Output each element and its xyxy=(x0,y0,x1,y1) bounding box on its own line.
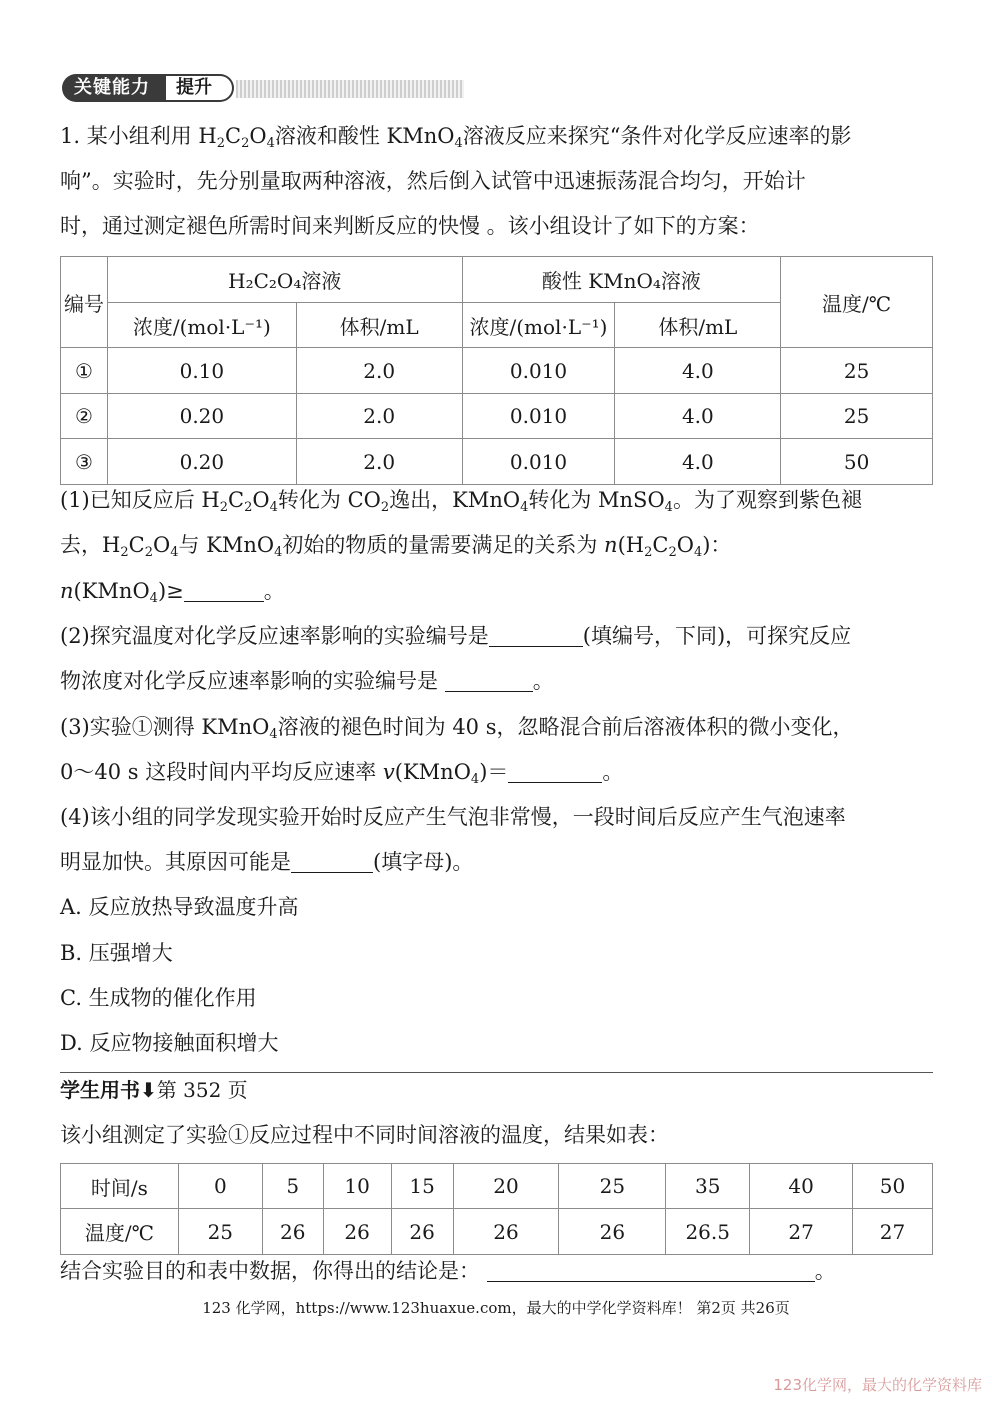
q1-line-3: n(KMnO$_4$)≥ 。 xyxy=(60,579,285,606)
cell: 4.0 xyxy=(615,394,781,439)
down-arrow-icon: ⬇ xyxy=(140,1078,157,1102)
cell: 15 xyxy=(391,1164,453,1209)
cell: 26 xyxy=(559,1209,666,1255)
subheader-vol-1: 体积/mL xyxy=(296,303,462,348)
q3-line-1: (3)实验①测得 KMnO$_4$溶液的褪色时间为 40 s，忽略混合前后溶液体积的微小变化， xyxy=(60,715,854,742)
header-h2c2o4: H₂C₂O₄溶液 xyxy=(107,257,462,303)
cell: 35 xyxy=(666,1164,750,1209)
cell: 10 xyxy=(323,1164,391,1209)
cell: ③ xyxy=(61,439,108,485)
q2-line-1: (2)探究温度对化学反应速率影响的实验编号是 (填编号，下同)，可探究反应 xyxy=(60,624,852,648)
cell: 25 xyxy=(559,1164,666,1209)
experiment-plan-table xyxy=(60,256,933,485)
answer-blank-1[interactable] xyxy=(184,579,264,602)
cell: 25 xyxy=(781,394,933,439)
q5-intro: 该小组测定了实验①反应过程中不同时间溶液的温度，结果如表： xyxy=(60,1123,669,1147)
header-kmno4: 酸性 KMnO₄溶液 xyxy=(462,257,781,303)
subheader-vol-2: 体积/mL xyxy=(615,303,781,348)
answer-blank-2b[interactable] xyxy=(445,669,533,692)
table-row xyxy=(61,439,933,485)
cell: 2.0 xyxy=(296,439,462,485)
table-row xyxy=(61,348,933,394)
q3-line-2: 0～40 s 这段时间内平均反应速率 v(KMnO$_4$)＝ 。 xyxy=(60,760,624,787)
q4-line-1: (4)该小组的同学发现实验开始时反应产生气泡非常慢，一段时间后反应产生气泡速率 xyxy=(60,805,846,829)
header-temperature: 温度/℃ xyxy=(781,257,933,348)
section-badge-improve: 提升 xyxy=(166,74,234,102)
cell: ① xyxy=(61,348,108,394)
subheader-conc-1: 浓度/(mol·L⁻¹) xyxy=(107,303,296,348)
option-a: A. 反应放热导致温度升高 xyxy=(60,895,299,919)
cell: 0.20 xyxy=(107,439,296,485)
cell: 26 xyxy=(453,1209,559,1255)
cell: 0.20 xyxy=(107,394,296,439)
q1-line-1: (1)已知反应后 $H_2C_2O_4$转化为 $CO_2$逸出，KMnO$_4$转化为 MnSO$_4$。为了观察到紫色褪 xyxy=(60,488,862,515)
cell: 4.0 xyxy=(615,348,781,394)
cell: 温度/℃ xyxy=(61,1209,179,1255)
cell: 0 xyxy=(178,1164,262,1209)
cell: 26 xyxy=(262,1209,323,1255)
answer-blank-4[interactable] xyxy=(291,850,373,873)
table-row xyxy=(61,394,933,439)
divider xyxy=(60,1072,933,1073)
option-c: C. 生成物的催化作用 xyxy=(60,986,257,1010)
cell: 25 xyxy=(178,1209,262,1255)
option-b: B. 压强增大 xyxy=(60,941,173,965)
section-reference: 学生用书⬇第 352 页 xyxy=(60,1078,248,1102)
cell: 2.0 xyxy=(296,394,462,439)
subheader-conc-2: 浓度/(mol·L⁻¹) xyxy=(462,303,615,348)
page-footer: 123 化学网，https://www.123huaxue.com，最大的中学化学资料库！ 第2页 共26页 xyxy=(202,1299,790,1317)
cell: 26.5 xyxy=(666,1209,750,1255)
cell: 50 xyxy=(853,1164,933,1209)
answer-blank-2a[interactable] xyxy=(489,624,583,647)
cell: 25 xyxy=(781,348,933,394)
q4-line-2: 明显加快。其原因可能是 (填字母)。 xyxy=(60,850,474,874)
cell: 4.0 xyxy=(615,439,781,485)
option-d: D. 反应物接触面积增大 xyxy=(60,1031,279,1055)
table-row xyxy=(61,1209,933,1255)
cell: 26 xyxy=(323,1209,391,1255)
cell: 2.0 xyxy=(296,348,462,394)
cell: 0.010 xyxy=(462,439,615,485)
cell: 20 xyxy=(453,1164,559,1209)
cell: 5 xyxy=(262,1164,323,1209)
section-badge-key-ability: 关键能力 xyxy=(62,74,174,102)
question-intro-line-1: 1. 某小组利用 $H_2C_2O_4$溶液和酸性 KMnO$_4$溶液反应来探究“条件对化学反应速率的影 xyxy=(60,124,852,151)
q1-line-2: 去，$H_2C_2O_4$与 KMnO$_4$初始的物质的量需要满足的关系为 $n(H_2C_2O_4)$： xyxy=(60,533,732,560)
cell: 26 xyxy=(391,1209,453,1255)
cell: 时间/s xyxy=(61,1164,179,1209)
cell: 50 xyxy=(781,439,933,485)
cell: 0.010 xyxy=(462,348,615,394)
answer-blank-3[interactable] xyxy=(508,760,602,783)
temperature-time-table xyxy=(60,1163,933,1255)
badge-decoration-stripe xyxy=(236,80,464,98)
cell: 0.10 xyxy=(107,348,296,394)
cell: 40 xyxy=(750,1164,853,1209)
table-row xyxy=(61,1164,933,1209)
answer-blank-5[interactable] xyxy=(487,1259,815,1282)
cell: ② xyxy=(61,394,108,439)
question-intro-line-3: 时，通过测定褪色所需时间来判断反应的快慢 。该小组设计了如下的方案： xyxy=(60,214,760,238)
header-id: 编号 xyxy=(61,257,108,348)
watermark: 123化学网，最大的化学资料库 xyxy=(773,1376,982,1394)
cell: 27 xyxy=(853,1209,933,1255)
cell: 27 xyxy=(750,1209,853,1255)
question-intro-line-2: 响”。实验时，先分别量取两种溶液，然后倒入试管中迅速振荡混合均匀，开始计 xyxy=(60,169,806,193)
q2-line-2: 物浓度对化学反应速率影响的实验编号是 。 xyxy=(60,669,554,693)
cell: 0.010 xyxy=(462,394,615,439)
conclusion-line: 结合实验目的和表中数据，你得出的结论是： 。 xyxy=(60,1259,836,1283)
